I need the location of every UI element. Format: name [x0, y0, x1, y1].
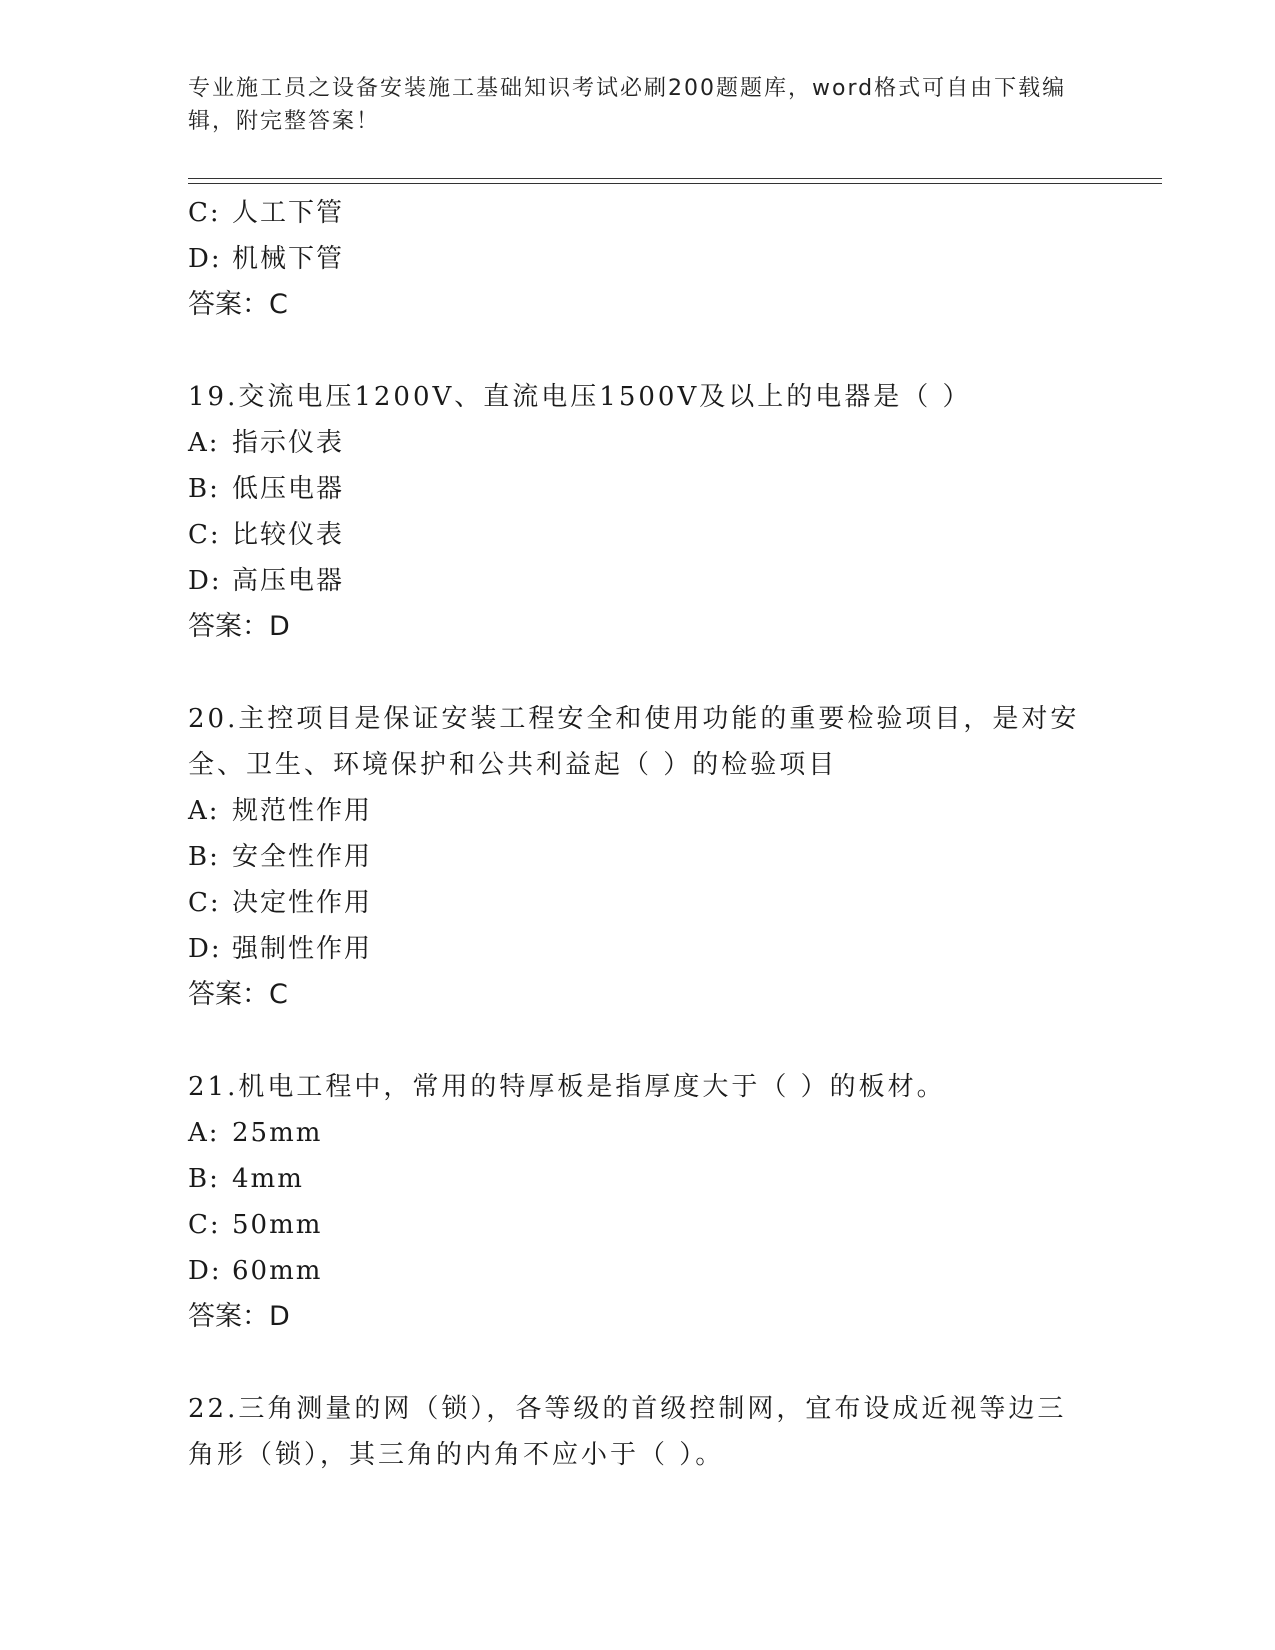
option-c [188, 190, 1088, 236]
option-text: 低压电器 [232, 474, 345, 504]
option-d [188, 1248, 1088, 1294]
option-text: 50mm [232, 1210, 323, 1240]
option-a [188, 420, 1088, 466]
question-19 [188, 374, 1088, 650]
answer-line: 答案：C [188, 289, 288, 320]
option-label: D: [188, 244, 222, 274]
option-b [188, 834, 1088, 880]
question-content [188, 190, 1088, 1478]
option-label: C: [188, 888, 221, 918]
option-text: 指示仪表 [232, 428, 345, 458]
question-21 [188, 1064, 1088, 1340]
option-text: 比较仪表 [232, 520, 345, 550]
option-label: B: [188, 474, 220, 504]
option-c [188, 1202, 1088, 1248]
option-text: 25mm [232, 1118, 323, 1148]
option-text: 规范性作用 [232, 796, 373, 826]
question-text: 21.机电工程中，常用的特厚板是指厚度大于（ ）的板材。 [188, 1072, 946, 1102]
option-label: B: [188, 842, 220, 872]
option-b [188, 466, 1088, 512]
option-label: D: [188, 1256, 222, 1286]
option-label: B: [188, 1164, 220, 1194]
option-label: C: [188, 520, 221, 550]
answer-line: 答案：C [188, 979, 288, 1010]
question-partial [188, 190, 1088, 328]
question-22 [188, 1386, 1088, 1478]
option-label: A: [188, 796, 220, 826]
document-header: 专业施工员之设备安装施工基础知识考试必刷200题题库，word格式可自由下载编辑，附完整答案！ [188, 76, 1067, 134]
option-b [188, 1156, 1088, 1202]
option-text: 4mm [232, 1164, 304, 1194]
option-label: C: [188, 1210, 221, 1240]
option-label: A: [188, 1118, 220, 1148]
answer-line: 答案：D [188, 1301, 290, 1332]
option-label: D: [188, 934, 222, 964]
question-text: 22.三角测量的网（锁），各等级的首级控制网，宜布设成近视等边三角形（锁），其三角的内角不应小于（ ）。 [188, 1394, 1067, 1470]
option-text: 决定性作用 [232, 888, 373, 918]
option-c [188, 512, 1088, 558]
option-d [188, 236, 1088, 282]
option-d [188, 558, 1088, 604]
question-text: 20.主控项目是保证安装工程安全和使用功能的重要检验项目，是对安全、卫生、环境保护和公共利益起（ ）的检验项目 [188, 704, 1080, 780]
option-text: 安全性作用 [232, 842, 373, 872]
header-divider-bottom [188, 183, 1162, 184]
option-text: 机械下管 [232, 244, 345, 274]
answer-line: 答案：D [188, 611, 290, 642]
option-label: C: [188, 198, 221, 228]
option-text: 60mm [232, 1256, 323, 1286]
option-a [188, 1110, 1088, 1156]
option-label: D: [188, 566, 222, 596]
option-text: 高压电器 [232, 566, 345, 596]
option-d [188, 926, 1088, 972]
option-c [188, 880, 1088, 926]
option-label: A: [188, 428, 220, 458]
option-text: 强制性作用 [232, 934, 373, 964]
question-20 [188, 696, 1088, 1018]
header-divider-top [188, 178, 1162, 179]
question-text: 19.交流电压1200V、直流电压1500V及以上的电器是（ ） [188, 382, 972, 412]
option-text: 人工下管 [232, 198, 345, 228]
option-a [188, 788, 1088, 834]
